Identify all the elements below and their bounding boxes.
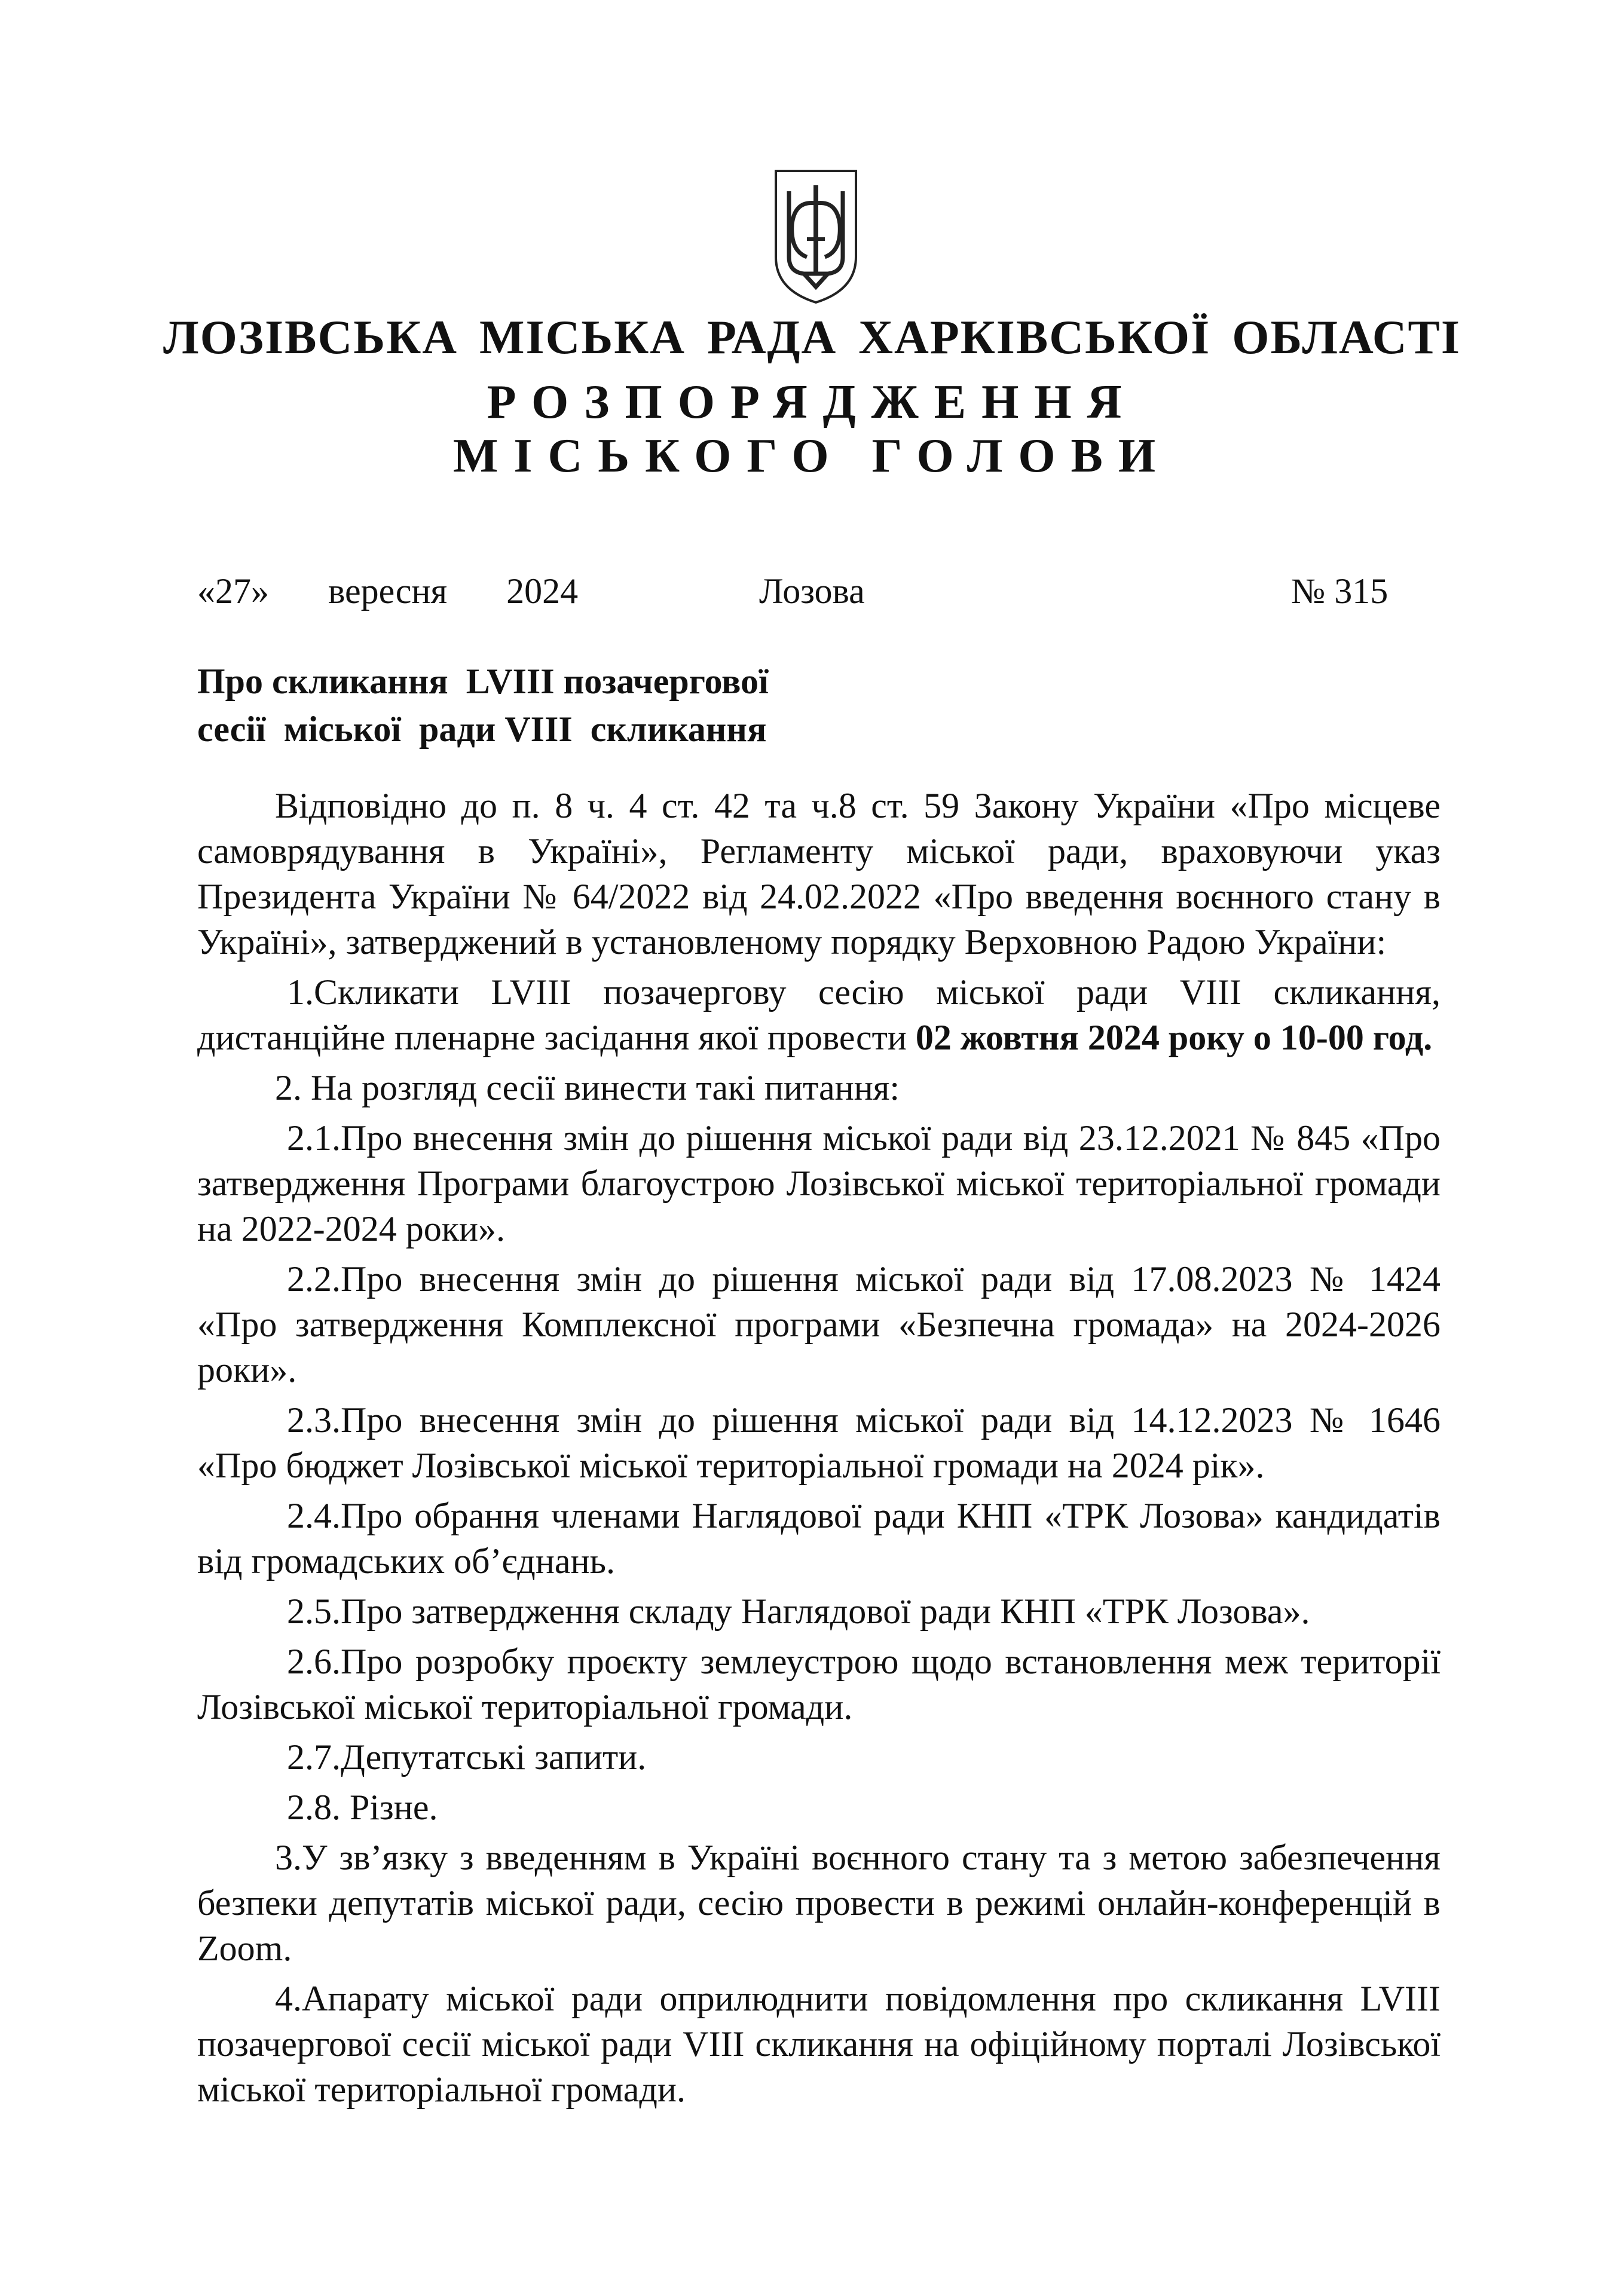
item-2-6: 2.6.Про розробку проєкту землеустрою щодо встановлення меж території Лозівської міської територіальної громади. — [197, 1642, 1441, 1727]
item-3: 3.У зв’язку з введенням в Україні воєнного стану та з метою забезпечення безпеки депутатів міської ради, сесію провести в режимі онлайн-конференцій в Zoom. — [197, 1838, 1441, 1968]
item-2-4: 2.4.Про обрання членами Наглядової ради КНП «ТРК Лозова» кандидатів від громадських об’єднань. — [197, 1496, 1441, 1581]
council-name: ЛОЗІВСЬКА МІСЬКА РАДА ХАРКІВСЬКОЇ ОБЛАСТІ — [163, 311, 1461, 364]
document-body — [197, 783, 1441, 2117]
subject-line-1: Про скликання LVIII позачергової — [197, 662, 769, 701]
document-author: МІСЬКОГО ГОЛОВИ — [452, 430, 1172, 482]
item-2-5: 2.5.Про затвердження складу Наглядової ради КНП «ТРК Лозова». — [287, 1592, 1310, 1631]
item-2-2: 2.2.Про внесення змін до рішення міської ради від 17.08.2023 № 1424 «Про затвердження Комплексної програми «Безпечна громада» на 2024-2026 роки». — [197, 1259, 1441, 1390]
document-subject — [197, 657, 769, 753]
item-2-1: 2.1.Про внесення змін до рішення міської ради від 23.12.2021 № 845 «Про затвердження Програми благоустрою Лозівської міської територіальної громади на 2022-2024 роки». — [197, 1118, 1441, 1249]
item-2-3: 2.3.Про внесення змін до рішення міської ради від 14.12.2023 № 1646 «Про бюджет Лозівської міської територіальної громади на 2024 рік». — [197, 1400, 1441, 1485]
item-4: 4.Апарату міської ради оприлюднити повідомлення про скликання LVIII позачергової сесії міської ради VIII скликання на офіційному порталі Лозівської міської територіальної громади. — [197, 1979, 1441, 2109]
subject-line-2: сесії міської ради VIII скликання — [197, 709, 767, 749]
item-1 — [197, 969, 1441, 1060]
document-place: Лозова — [759, 571, 865, 611]
document-date: «27» вересня 2024 — [197, 571, 579, 611]
coat-of-arms-trident-icon — [771, 167, 861, 305]
item-2-7: 2.7.Депутатські запити. — [287, 1737, 647, 1777]
document-type: РОЗПОРЯДЖЕННЯ — [487, 376, 1137, 429]
document-number: № 315 — [1291, 571, 1388, 611]
intro-paragraph: Відповідно до п. 8 ч. 4 ст. 42 та ч.8 ст. 59 Закону України «Про місцеве самоврядування в Україні», Регламенту міської ради, враховуючи указ Президента України № 64/2022 від 24.02.2022 «Про введення воєнного стану в Україні», затверджений в установленому порядку Верховною Радою України: — [197, 786, 1441, 962]
item-1-text: 1.Скликати LVIII позачергову сесію міської ради VIII скликання, дистанційне пленарне засідання якої провести — [197, 972, 1441, 1057]
item-2: 2. На розгляд сесії винести такі питання: — [275, 1068, 900, 1107]
item-2-8: 2.8. Різне. — [287, 1788, 438, 1827]
item-1-datetime: 02 жовтня 2024 року о 10-00 год. — [915, 1018, 1433, 1057]
